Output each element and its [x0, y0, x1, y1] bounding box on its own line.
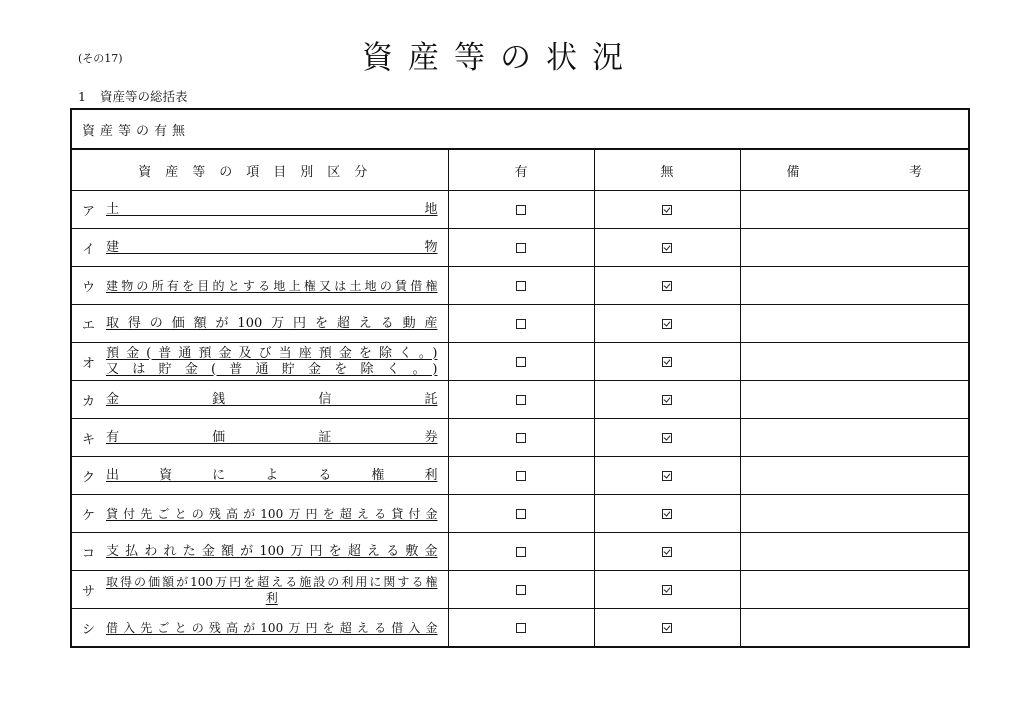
- table-row: [72, 343, 968, 381]
- page-number: (その17): [78, 52, 123, 65]
- item-label: 借入先ごとの残高が100万円を超える借入金: [106, 620, 438, 635]
- header-item-category: 資産等の項目別区分: [72, 150, 448, 191]
- item-label: 建物の所有を目的とする地上権又は土地の賃借権: [106, 278, 438, 293]
- has-cell: [448, 305, 594, 343]
- has-checkbox[interactable]: [516, 205, 526, 215]
- table-row: [72, 457, 968, 495]
- section-heading: [78, 87, 187, 105]
- table-row: [72, 419, 968, 457]
- has-cell: [448, 419, 594, 457]
- item-cell: [72, 609, 448, 647]
- has-checkbox[interactable]: [516, 243, 526, 253]
- item-kana: コ: [82, 546, 96, 561]
- item-kana: ケ: [82, 508, 96, 523]
- table-row: [72, 305, 968, 343]
- header-yes: 有: [448, 150, 594, 191]
- has-cell: [448, 191, 594, 229]
- none-checkbox[interactable]: [662, 547, 672, 557]
- header-note-left: 備: [786, 164, 800, 180]
- page-title: 資産等の状況: [362, 40, 638, 76]
- none-cell: [594, 267, 740, 305]
- item-kana: ウ: [82, 280, 96, 295]
- section-number: 1: [78, 89, 86, 104]
- has-cell: [448, 571, 594, 609]
- item-cell: [72, 571, 448, 609]
- none-cell: [594, 419, 740, 457]
- has-checkbox[interactable]: [516, 547, 526, 557]
- note-cell[interactable]: [740, 267, 968, 305]
- item-cell: [72, 419, 448, 457]
- has-cell: [448, 609, 594, 647]
- item-cell: [72, 191, 448, 229]
- has-checkbox[interactable]: [516, 471, 526, 481]
- none-cell: [594, 495, 740, 533]
- item-cell: [72, 343, 448, 381]
- has-cell: [448, 457, 594, 495]
- item-kana: シ: [82, 622, 96, 637]
- has-cell: [448, 267, 594, 305]
- item-kana: エ: [82, 318, 96, 333]
- note-cell[interactable]: [740, 191, 968, 229]
- none-checkbox[interactable]: [662, 471, 672, 481]
- item-kana: サ: [82, 584, 96, 599]
- note-cell[interactable]: [740, 381, 968, 419]
- item-label-line2: 又は貯金(普通貯金を除く。): [106, 361, 438, 377]
- table-row: [72, 229, 968, 267]
- none-cell: [594, 533, 740, 571]
- item-label: 支払われた金額が100万円を超える敷金: [106, 543, 438, 559]
- table-row: [72, 381, 968, 419]
- none-cell: [594, 305, 740, 343]
- note-cell[interactable]: [740, 571, 968, 609]
- has-cell: [448, 533, 594, 571]
- has-checkbox[interactable]: [516, 395, 526, 405]
- has-checkbox[interactable]: [516, 509, 526, 519]
- item-label: 預金(普通預金及び当座預金を除く。): [106, 345, 438, 361]
- none-cell: [594, 457, 740, 495]
- header-note: [740, 150, 968, 191]
- header-no: 無: [594, 150, 740, 191]
- item-cell: [72, 381, 448, 419]
- none-checkbox[interactable]: [662, 319, 672, 329]
- table-row: [72, 571, 968, 609]
- none-checkbox[interactable]: [662, 433, 672, 443]
- header-note-right: 考: [908, 164, 922, 180]
- table-caption: 資産等の有無: [72, 110, 968, 150]
- item-kana: キ: [82, 432, 96, 447]
- none-checkbox[interactable]: [662, 509, 672, 519]
- item-label: 貸付先ごとの残高が100万円を超える貸付金: [106, 506, 438, 521]
- item-label: 取得の価額が100万円を超える動産: [106, 315, 438, 331]
- item-cell: [72, 457, 448, 495]
- item-cell: [72, 533, 448, 571]
- none-checkbox[interactable]: [662, 281, 672, 291]
- note-cell[interactable]: [740, 533, 968, 571]
- note-cell[interactable]: [740, 457, 968, 495]
- item-label: 金銭信託: [106, 391, 438, 407]
- none-checkbox[interactable]: [662, 395, 672, 405]
- none-cell: [594, 343, 740, 381]
- item-label: 有価証券: [106, 429, 438, 445]
- has-checkbox[interactable]: [516, 433, 526, 443]
- table-header-row: [72, 150, 968, 191]
- item-kana: ク: [82, 470, 96, 485]
- none-cell: [594, 381, 740, 419]
- item-kana: オ: [82, 356, 96, 371]
- item-kana: イ: [82, 242, 96, 257]
- table-row: [72, 495, 968, 533]
- note-cell[interactable]: [740, 229, 968, 267]
- item-cell: [72, 495, 448, 533]
- item-label: 取得の価額が100万円を超える施設の利用に関する権: [106, 574, 438, 589]
- has-checkbox[interactable]: [516, 623, 526, 633]
- has-cell: [448, 495, 594, 533]
- has-checkbox[interactable]: [516, 357, 526, 367]
- note-cell[interactable]: [740, 343, 968, 381]
- item-label: 出資による権利: [106, 467, 438, 483]
- none-checkbox[interactable]: [662, 205, 672, 215]
- table-row: [72, 267, 968, 305]
- item-label-line2: 利: [265, 590, 278, 605]
- item-kana: ア: [82, 204, 96, 219]
- table-row: [72, 533, 968, 571]
- none-cell: [594, 191, 740, 229]
- item-cell: [72, 229, 448, 267]
- item-cell: [72, 305, 448, 343]
- has-checkbox[interactable]: [516, 281, 526, 291]
- none-checkbox[interactable]: [662, 623, 672, 633]
- note-cell[interactable]: [740, 609, 968, 647]
- section-heading-text: 資産等の総括表: [99, 89, 188, 104]
- none-cell: [594, 571, 740, 609]
- table-row: [72, 191, 968, 229]
- none-checkbox[interactable]: [662, 357, 672, 367]
- none-checkbox[interactable]: [662, 243, 672, 253]
- has-checkbox[interactable]: [516, 319, 526, 329]
- item-cell: [72, 267, 448, 305]
- none-cell: [594, 229, 740, 267]
- item-label: 土地: [106, 201, 438, 217]
- table-row: [72, 609, 968, 647]
- none-checkbox[interactable]: [662, 585, 672, 595]
- item-kana: カ: [82, 394, 96, 409]
- item-label: 建物: [106, 239, 438, 255]
- none-cell: [594, 609, 740, 647]
- has-cell: [448, 343, 594, 381]
- assets-summary-table: [70, 108, 970, 648]
- has-checkbox[interactable]: [516, 585, 526, 595]
- note-cell[interactable]: [740, 495, 968, 533]
- has-cell: [448, 229, 594, 267]
- has-cell: [448, 381, 594, 419]
- note-cell[interactable]: [740, 305, 968, 343]
- note-cell[interactable]: [740, 419, 968, 457]
